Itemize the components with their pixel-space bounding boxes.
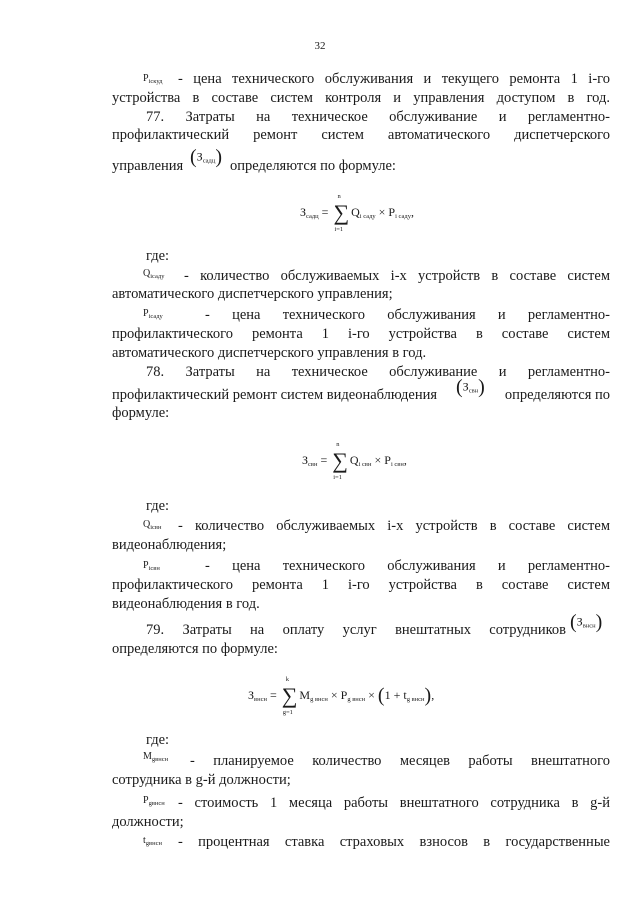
text-line: - цена технического обслуживания и регламентно- [205, 307, 610, 323]
page-number: 32 [314, 40, 326, 52]
formula-vnsn: $З_{внсн}$ = k ∑ g=1 $M_{g внсн} \times P_{g внсн} \times (1 + t_{g внсн})$, [248, 676, 435, 716]
text-line: профилактический ремонт систем автоматического диспетчерского [112, 127, 610, 143]
text-line: видеонаблюдения в год. [112, 596, 260, 612]
where-label: где: [146, 498, 170, 514]
text-line: профилактического ремонта 1 i-го устройства в составе систем [112, 326, 610, 342]
symbol-z-sadu-inline: $(З_{садц})$ [190, 146, 222, 168]
text-line: формуле: [112, 405, 170, 421]
text-line: профилактического ремонта 1 i-го устройства в составе систем [112, 577, 610, 593]
symbol-p-gvnsn: $P_{gвнсн}$ [143, 795, 165, 807]
text-line: определяются по формуле: [112, 641, 278, 657]
text-line: определяются по [504, 387, 610, 403]
text-line: устройства в составе систем контроля и управления доступом в год. [112, 90, 610, 106]
text-line: определяются по формуле: [230, 158, 396, 174]
text-line: - стоимость 1 месяца работы внештатного сотрудника в g-й [178, 795, 610, 811]
text-line: - планируемое количество месяцев работы внештатного [190, 753, 610, 769]
paragraph-78-start: 78. Затраты на техническое обслуживание и регламентно- [146, 364, 610, 380]
text-line: видеонаблюдения; [112, 537, 227, 553]
where-label: где: [146, 248, 170, 264]
text-line: автоматического диспетчерского управления; [112, 286, 393, 302]
symbol-q-isvn: $Q_{iсвн}$ [143, 519, 162, 531]
text-line: управления [112, 158, 184, 174]
sum-sign: n ∑ i=1 [332, 441, 348, 481]
text-line: профилактический ремонт систем видеонаблюдения [112, 387, 438, 403]
symbol-t-gvnsn: $t_{gвнсн}$ [143, 835, 162, 847]
text-line: - количество обслуживаемых i-х устройств в составе систем [184, 268, 610, 284]
text-line: сотрудника в g-й должности; [112, 772, 291, 788]
formula-svn: $З_{свн}$ = n ∑ i=1 $Q_{i свн} \times P_{i свн}$, [302, 441, 407, 481]
sum-sign: k ∑ g=1 [281, 676, 298, 716]
where-label: где: [146, 732, 170, 748]
text-line: должности; [112, 814, 184, 830]
text-line: - процентная ставка страховых взносов в государственные [178, 834, 610, 850]
text-line: - количество обслуживаемых i-х устройств в составе систем [178, 518, 610, 534]
text-line: - цена технического обслуживания и текущего ремонта 1 i-го [178, 71, 610, 87]
symbol-z-vnsn-inline: $(З_{внсн})$ [570, 611, 603, 633]
paragraph-79-start: 79. Затраты на оплату услуг внештатных сотрудников [146, 622, 566, 638]
text-line: автоматического диспетчерского управления в год. [112, 345, 427, 361]
symbol-q-isadu: $Q_{iсаду}$ [143, 268, 165, 280]
symbol-p-iskud: $P_{iскуд}$ [143, 73, 163, 85]
symbol-p-isadu: $P_{iсаду}$ [143, 308, 163, 320]
paragraph-77-start: 77. Затраты на техническое обслуживание и регламентно- [146, 109, 610, 125]
formula-sadu: $З_{садц}$ = n ∑ i=1 $Q_{i саду} \times P_{i саду}$, [300, 193, 414, 233]
text-line: - цена технического обслуживания и регламентно- [205, 558, 610, 574]
symbol-z-svn-inline: $(З_{свн})$ [456, 376, 485, 398]
symbol-m-gvnsn: $M_{gвнсн}$ [143, 751, 169, 763]
symbol-p-isvn: $P_{iсвн}$ [143, 560, 160, 572]
sum-sign: n ∑ i=1 [333, 193, 350, 233]
